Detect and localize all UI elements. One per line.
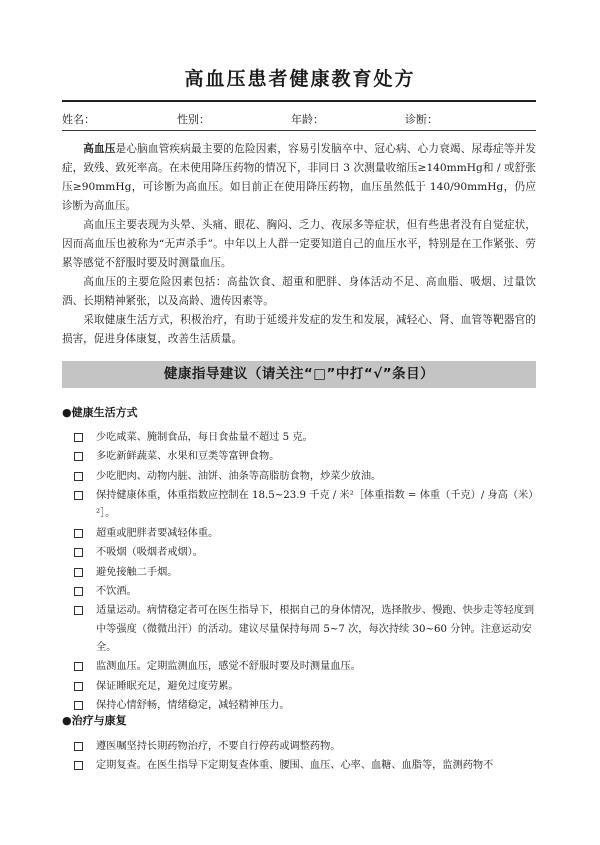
- age-label: 年龄：: [291, 113, 324, 126]
- checklist-item[interactable]: 少吃咸菜、腌制食品，每日食盐量不超过 5 克。: [74, 429, 538, 447]
- checklist-item[interactable]: 定期复查。在医生指导下定期复查体重、腰围、血压、心率、血糖、血脂等，监测药物不: [74, 757, 538, 775]
- checklist-item[interactable]: 适量运动。病情稳定者可在医生指导下，根据自己的身体情况，选择散步、慢跑、快步走等轻度到中等强度（微微出汗）的活动。建议尽量保持每周 5~7 次，每次持续 30~60 分钟。注意运动安全。: [74, 602, 538, 657]
- checklist-item[interactable]: 保证睡眠充足，避免过度劳累。: [74, 678, 538, 696]
- checklist-item[interactable]: 少吃肥肉、动物内脏、油饼、油条等高脂肪食物，炒菜少放油。: [74, 468, 538, 486]
- checkbox-icon[interactable]: [74, 491, 83, 500]
- checkbox-icon[interactable]: [74, 742, 83, 751]
- checkbox-icon[interactable]: [74, 606, 83, 615]
- title-divider: [62, 100, 536, 102]
- intro-text: [62, 140, 536, 349]
- lifestyle-heading: ●健康生活方式: [62, 406, 138, 419]
- intro-paragraph: 采取健康生活方式，积极治疗，有助于延缓并发症的发生和发展，减轻心、肾、血管等靶器官的损害，促进身体康复，改善生活质量。: [62, 314, 536, 345]
- intro-paragraph: 高血压是心脑血管疾病最主要的危险因素，容易引发脑卒中、冠心病、心力衰竭、尿毒症等并发症，致残、致死率高。在未使用降压药物的情况下，非同日 3 次测量收缩压≥140mmHg和 / 或舒张压≥90mmHg，可诊断为高血压。如目前正在使用降压药物，血压虽然低于 140/90mmHg，仍应诊断为高血压。: [62, 143, 536, 212]
- checklist-item[interactable]: 监测血压。定期监测血压，感觉不舒服时要及时测量血压。: [74, 658, 538, 676]
- checklist-item[interactable]: 保持心情舒畅，情绪稳定，减轻精神压力。: [74, 697, 538, 715]
- intro-paragraph: 高血压的主要危险因素包括：高盐饮食、超重和肥胖、身体活动不足、高血脂、吸烟、过量饮酒、长期精神紧张，以及高龄、遗传因素等。: [62, 276, 536, 307]
- intro-bold-term: 高血压: [83, 143, 116, 155]
- info-divider: [62, 130, 536, 131]
- checkbox-icon[interactable]: [74, 701, 83, 710]
- checkbox-icon[interactable]: [74, 472, 83, 481]
- checkbox-icon[interactable]: [74, 548, 83, 557]
- treatment-checklist: [74, 738, 538, 777]
- guidance-banner: 健康指导建议（请关注“□”中打“√”条目）: [62, 361, 536, 388]
- checkbox-icon[interactable]: [74, 761, 83, 770]
- name-label: 姓名：: [62, 113, 95, 126]
- checklist-item[interactable]: 避免接触二手烟。: [74, 564, 538, 582]
- checkbox-icon[interactable]: [74, 452, 83, 461]
- checkbox-icon[interactable]: [74, 529, 83, 538]
- patient-info-row: [62, 111, 536, 129]
- gender-label: 性别：: [177, 113, 210, 126]
- checkbox-icon[interactable]: [74, 662, 83, 671]
- intro-paragraph: 高血压主要表现为头晕、头痛、眼花、胸闷、乏力、夜尿多等症状，但有些患者没有自觉症状，因而高血压也被称为“无声杀手”。中年以上人群一定要知道自己的血压水平，特别是在工作紧张、劳累等感觉不舒服时要及时测量血压。: [62, 219, 536, 269]
- page-title: 高血压患者健康教育处方: [184, 68, 416, 90]
- checklist-item[interactable]: 不饮酒。: [74, 583, 538, 601]
- checkbox-icon[interactable]: [74, 682, 83, 691]
- checklist-item[interactable]: 不吸烟（吸烟者戒烟）。: [74, 544, 538, 562]
- checkbox-icon[interactable]: [74, 587, 83, 596]
- checklist-item[interactable]: 超重或肥胖者要减轻体重。: [74, 525, 538, 543]
- checkbox-icon[interactable]: [74, 568, 83, 577]
- diagnosis-label: 诊断：: [405, 113, 438, 126]
- checklist-item[interactable]: 保持健康体重，体重指数应控制在 18.5~23.9 千克 / 米²［体重指数 = 体重（千克）/ 身高（米）²］。: [74, 487, 538, 524]
- lifestyle-checklist: [74, 429, 538, 717]
- checklist-item[interactable]: 多吃新鲜蔬菜、水果和豆类等富钾食物。: [74, 448, 538, 466]
- checkbox-icon[interactable]: [74, 433, 83, 442]
- checklist-item[interactable]: 遵医嘱坚持长期药物治疗，不要自行停药或调整药物。: [74, 738, 538, 756]
- treatment-heading: ●治疗与康复: [62, 714, 127, 727]
